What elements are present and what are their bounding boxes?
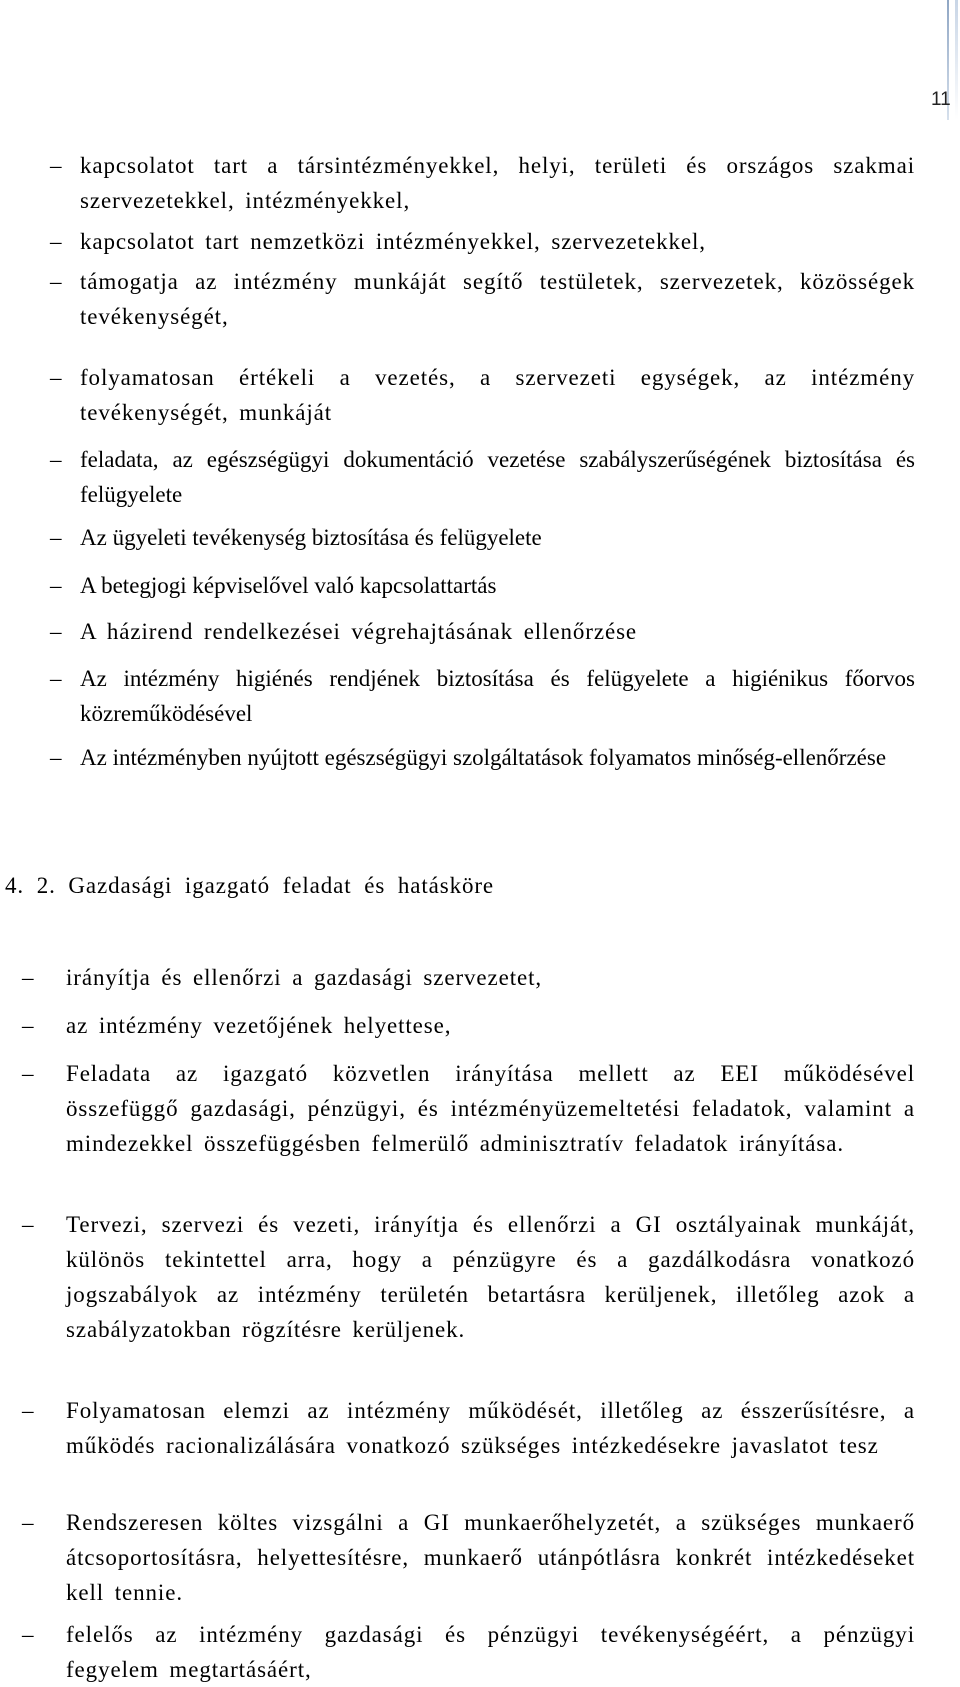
dash-bullet: – [50, 153, 63, 178]
list-item-text: Tervezi, szervezi és vezeti, irányítja és ellenőrzi a GI osztályainak munkáját, különös tekintettel arra, hogy a pénzügyre és a gazdálkodásra vonatkozó jogszabályok az intézmény területén betartásra kerüljenek, illetőleg azok a szabályzatokban rögzítésre kerüljenek. [66, 1212, 915, 1342]
dash-bullet: – [22, 965, 35, 990]
list-item [22, 1393, 915, 1463]
dash-bullet: – [50, 619, 63, 644]
list-item-text: irányítja és ellenőrzi a gazdasági szervezetet, [66, 965, 543, 990]
dash-bullet: – [50, 666, 62, 691]
dash-bullet: – [22, 1622, 35, 1647]
dash-bullet: – [50, 525, 62, 550]
list-item-text: az intézmény vezetőjének helyettese, [66, 1013, 452, 1038]
list-item [22, 1008, 915, 1043]
dash-bullet: – [50, 573, 62, 598]
list-item-text: Folyamatosan elemzi az intézmény működését, illetőleg az ésszerűsítésre, a működés racionalizálására vonatkozó szükséges intézkedésekre javaslatot tesz [66, 1398, 915, 1458]
list-item-text: Az intézmény higiénés rendjének biztosítása és felügyelete a higiénikus főorvos közreműködésével [80, 666, 915, 726]
dash-bullet: – [22, 1212, 35, 1237]
list-item [50, 614, 915, 649]
list-item [50, 264, 915, 334]
list-item-text: feladata, az egészségügyi dokumentáció vezetése szabályszerűségének biztosítása és felügyelete [80, 447, 915, 507]
list-item [50, 568, 915, 603]
dash-bullet: – [22, 1398, 35, 1423]
list-item-text: A betegjogi képviselővel való kapcsolattartás [80, 573, 497, 598]
list-item-text: felelős az intézmény gazdasági és pénzügyi tevékenységéért, a pénzügyi fegyelem megtartásáért, [66, 1622, 915, 1682]
list-item [50, 740, 915, 775]
page-edge-decoration-shadow [955, 0, 958, 120]
list-item [50, 442, 915, 512]
list-item-text: Feladata az igazgató közvetlen irányítása mellett az EEI működésével összefüggő gazdasági, pénzügyi, és intézményüzemeltetési feladatok, valamint a mindezekkel összefüggésben felmerülő adminisztratív feladatok irányítása. [66, 1061, 915, 1156]
dash-bullet: – [50, 229, 63, 254]
list-item [50, 360, 915, 430]
dash-bullet: – [50, 745, 62, 770]
dash-bullet: – [50, 269, 63, 294]
page-number: 11 [931, 89, 951, 110]
list-item-text: folyamatosan értékeli a vezetés, a szervezeti egységek, az intézmény tevékenységét, munkáját [80, 365, 915, 425]
dash-bullet: – [22, 1013, 35, 1038]
list-item-text: A házirend rendelkezései végrehajtásának ellenőrzése [80, 619, 638, 644]
list-item [50, 224, 915, 259]
list-item [50, 661, 915, 731]
list-item [50, 520, 915, 555]
dash-bullet: – [22, 1061, 35, 1086]
list-item [22, 960, 915, 995]
list-item [22, 1617, 915, 1687]
list-item [22, 1056, 915, 1161]
dash-bullet: – [50, 365, 63, 390]
dash-bullet: – [50, 447, 62, 472]
section-heading: 4. 2. Gazdasági igazgató feladat és hatásköre [5, 873, 495, 898]
list-item-text: kapcsolatot tart nemzetközi intézményekkel, szervezetekkel, [80, 229, 706, 254]
list-item-text: támogatja az intézmény munkáját segítő testületek, szervezetek, közösségek tevékenységét, [80, 269, 915, 329]
list-item [50, 148, 915, 218]
list-item-text: kapcsolatot tart a társintézményekkel, helyi, területi és országos szakmai szervezetekkel, intézményekkel, [80, 153, 915, 213]
list-item [22, 1207, 915, 1347]
list-item-text: Rendszeresen költes vizsgálni a GI munkaerőhelyzetét, a szükséges munkaerő átcsoportosításra, helyettesítésre, munkaerő utánpótlásra konkrét intézkedéseket kell tennie. [66, 1510, 915, 1605]
list-item [22, 1505, 915, 1610]
list-item-text: Az ügyeleti tevékenység biztosítása és felügyelete [80, 525, 542, 550]
list-item-text: Az intézményben nyújtott egészségügyi szolgáltatások folyamatos minőség-ellenőrzése [80, 745, 887, 770]
dash-bullet: – [22, 1510, 35, 1535]
